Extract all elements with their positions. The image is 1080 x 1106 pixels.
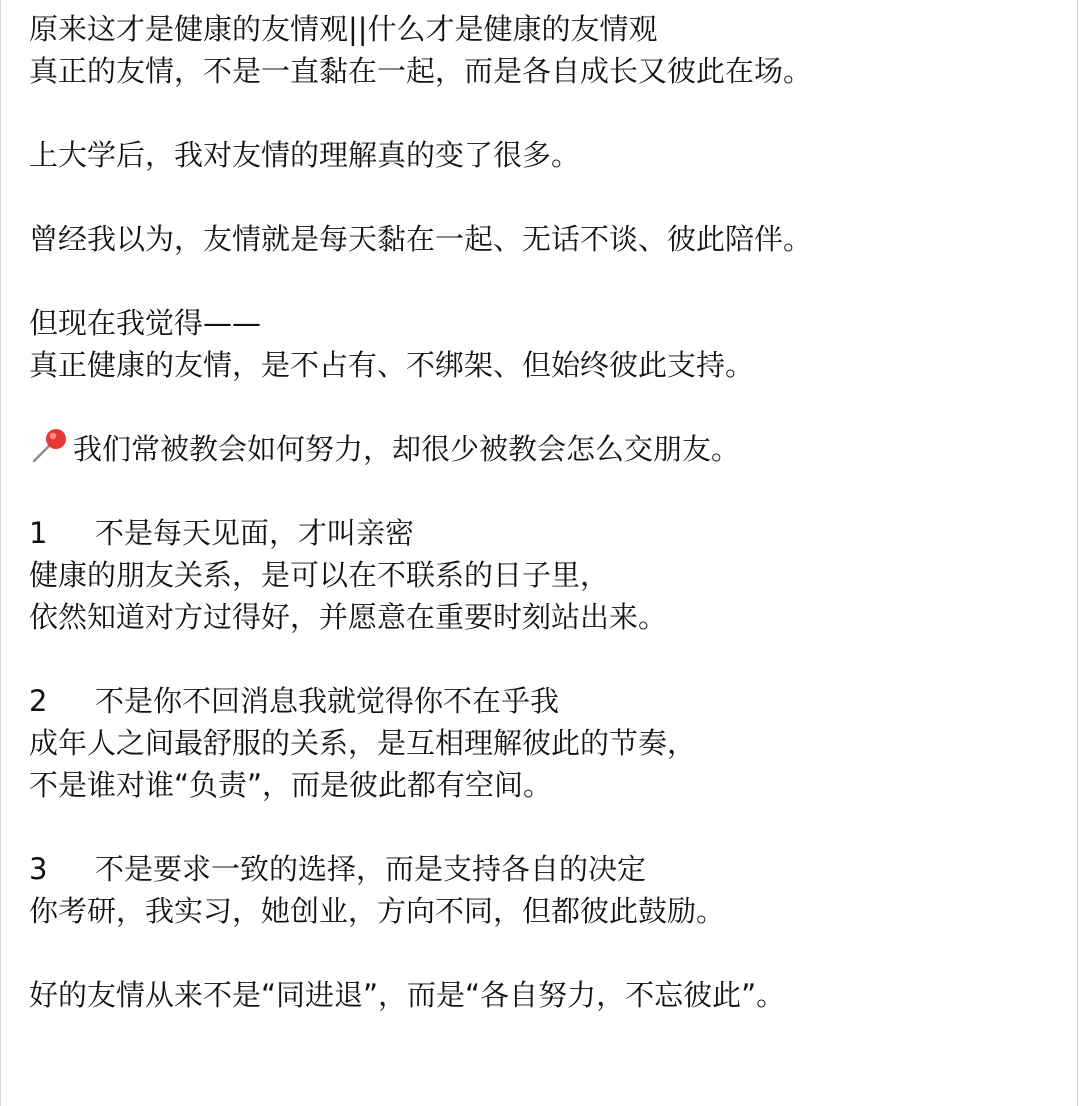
spacer [29,638,1059,680]
closing-text: 好的友情从来不是“同进退”，而是“各自努力，不忘彼此”。 [29,978,786,1012]
spacer [29,932,1059,974]
red-pushpin-icon [29,428,71,464]
point-1-line-1: 健康的朋友关系，是可以在不联系的日子里， [29,558,610,592]
point-heading-text: 不是每天见面，才叫亲密 [95,516,415,550]
pin-line-text: 我们常被教会如何努力，却很少被教会怎么交朋友。 [73,432,741,466]
intro-text: 真正的友情，不是一直黏在一起，而是各自成长又彼此在场。 [29,54,813,88]
point-1-line-2: 依然知道对方过得好，并愿意在重要时刻站出来。 [29,600,668,634]
spacer [29,386,1059,428]
point-2-line-2: 不是谁对谁“负责”，而是彼此都有空间。 [29,768,553,802]
spacer [29,260,1059,302]
point-3-line-1: 你考研，我实习，她创业，方向不同，但都彼此鼓励。 [29,894,726,928]
point-1-heading [29,512,1059,554]
spacer [29,470,1059,512]
point-number: 3 [29,852,48,886]
post-body [29,8,1059,1016]
paragraph-3-line-1: 但现在我觉得—— [29,306,262,340]
paragraph-2: 曾经我以为，友情就是每天黏在一起、无话不谈、彼此陪伴。 [29,222,813,256]
point-3-heading [29,848,1059,890]
point-2-heading [29,680,1059,722]
point-2-line-1: 成年人之间最舒服的关系，是互相理解彼此的节奏， [29,726,697,760]
paragraph-3-line-2: 真正健康的友情，是不占有、不绑架、但始终彼此支持。 [29,348,755,382]
point-heading-text: 不是你不回消息我就觉得你不在乎我 [95,684,560,718]
spacer [29,806,1059,848]
point-heading-text: 不是要求一致的选择，而是支持各自的决定 [95,852,647,886]
spacer [29,176,1059,218]
pin-line [29,428,1059,470]
post-title: 原来这才是健康的友情观||什么才是健康的友情观 [29,12,658,46]
point-number: 1 [29,516,48,550]
spacer [29,92,1059,134]
point-number: 2 [29,684,48,718]
paragraph-1: 上大学后，我对友情的理解真的变了很多。 [29,138,581,172]
